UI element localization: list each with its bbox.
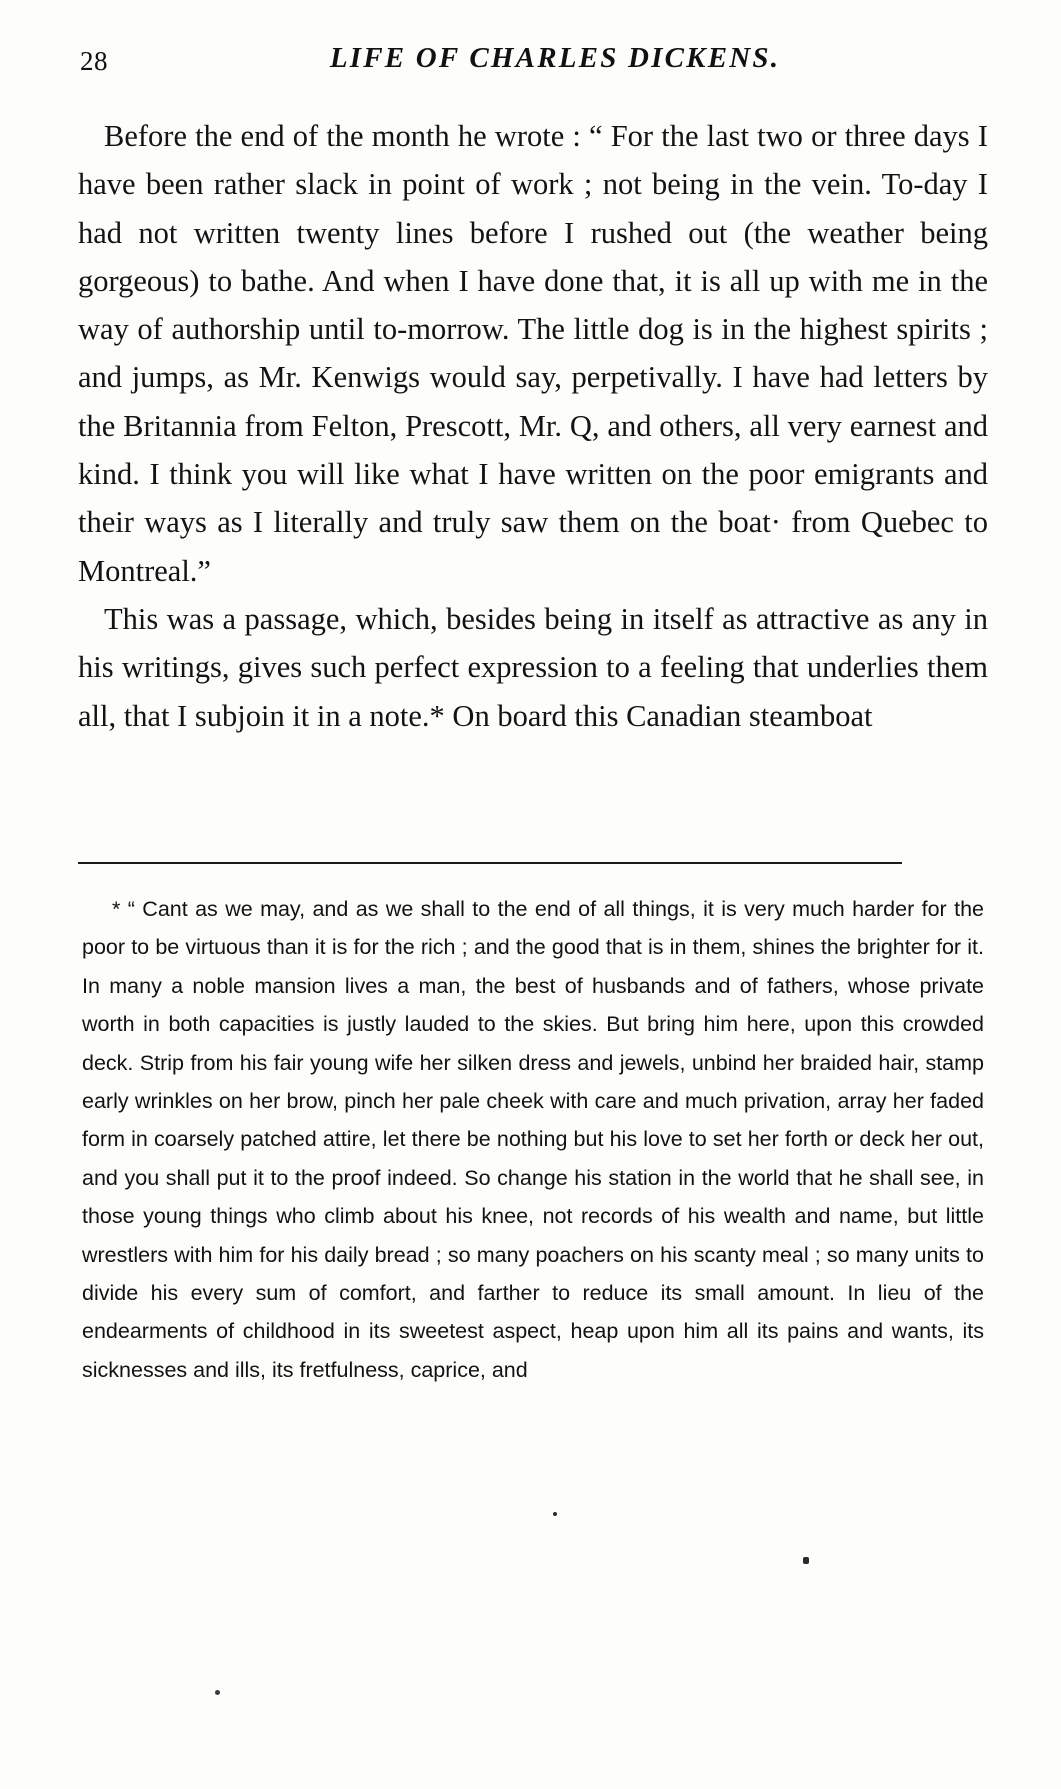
footnote-block	[82, 890, 984, 1389]
page-header	[70, 42, 1000, 82]
paragraph: Before the end of the month he wrote : “ For the last two or three days I have been rather slack in point of work ; not being in the vein. To-day I had not written twenty lines before I rushed out (the weather being gorgeous) to bathe. And when I have done that, it is all up with me in the way of authorship until to-morrow. The little dog is in the highest spirits ; and jumps, as Mr. Kenwigs would say, perpetivally. I have had letters by the Britannia from Felton, Prescott, Mr. Q, and others, all very earnest and kind. I think you will like what I have written on the poor emigrants and their ways as I literally and truly saw them on the boat· from Quebec to Montreal.”	[78, 119, 988, 588]
ink-speck	[803, 1557, 809, 1564]
body-text	[78, 112, 988, 740]
paragraph: This was a passage, which, besides being in itself as attractive as any in his writings, gives such perfect expression to a feeling that underlies them all, that I subjoin it in a note.* On board this Canadian steamboat	[78, 601, 988, 733]
ink-speck	[553, 1512, 557, 1516]
footnote-separator-rule	[78, 862, 902, 864]
running-title: LIFE OF CHARLES DICKENS.	[329, 42, 781, 74]
footnote-text: * “ Cant as we may, and as we shall to the end of all things, it is very much harder for the poor to be virtuous than it is for the rich ; and the good that is in them, shines the brighter for it. In many a noble mansion lives a man, the best of husbands and of fathers, whose private worth in both capacities is justly lauded to the skies. But bring him here, upon this crowded deck. Strip from his fair young wife her silken dress and jewels, unbind her braided hair, stamp early wrinkles on her brow, pinch her pale cheek with care and much privation, array her faded form in coarsely patched attire, let there be nothing but his love to set her forth or deck her out, and you shall put it to the proof indeed. So change his station in the world that he shall see, in those young things who climb about his knee, not records of his wealth and name, but little wrestlers with him for his daily bread ; so many poachers on his scanty meal ; so many units to divide his every sum of comfort, and farther to reduce its small amount. In lieu of the endearments of childhood in its sweetest aspect, heap upon him all its pains and wants, its sicknesses and ills, its fretfulness, caprice, and	[82, 897, 984, 1382]
ink-speck	[215, 1690, 220, 1695]
page-number: 28	[80, 46, 108, 76]
